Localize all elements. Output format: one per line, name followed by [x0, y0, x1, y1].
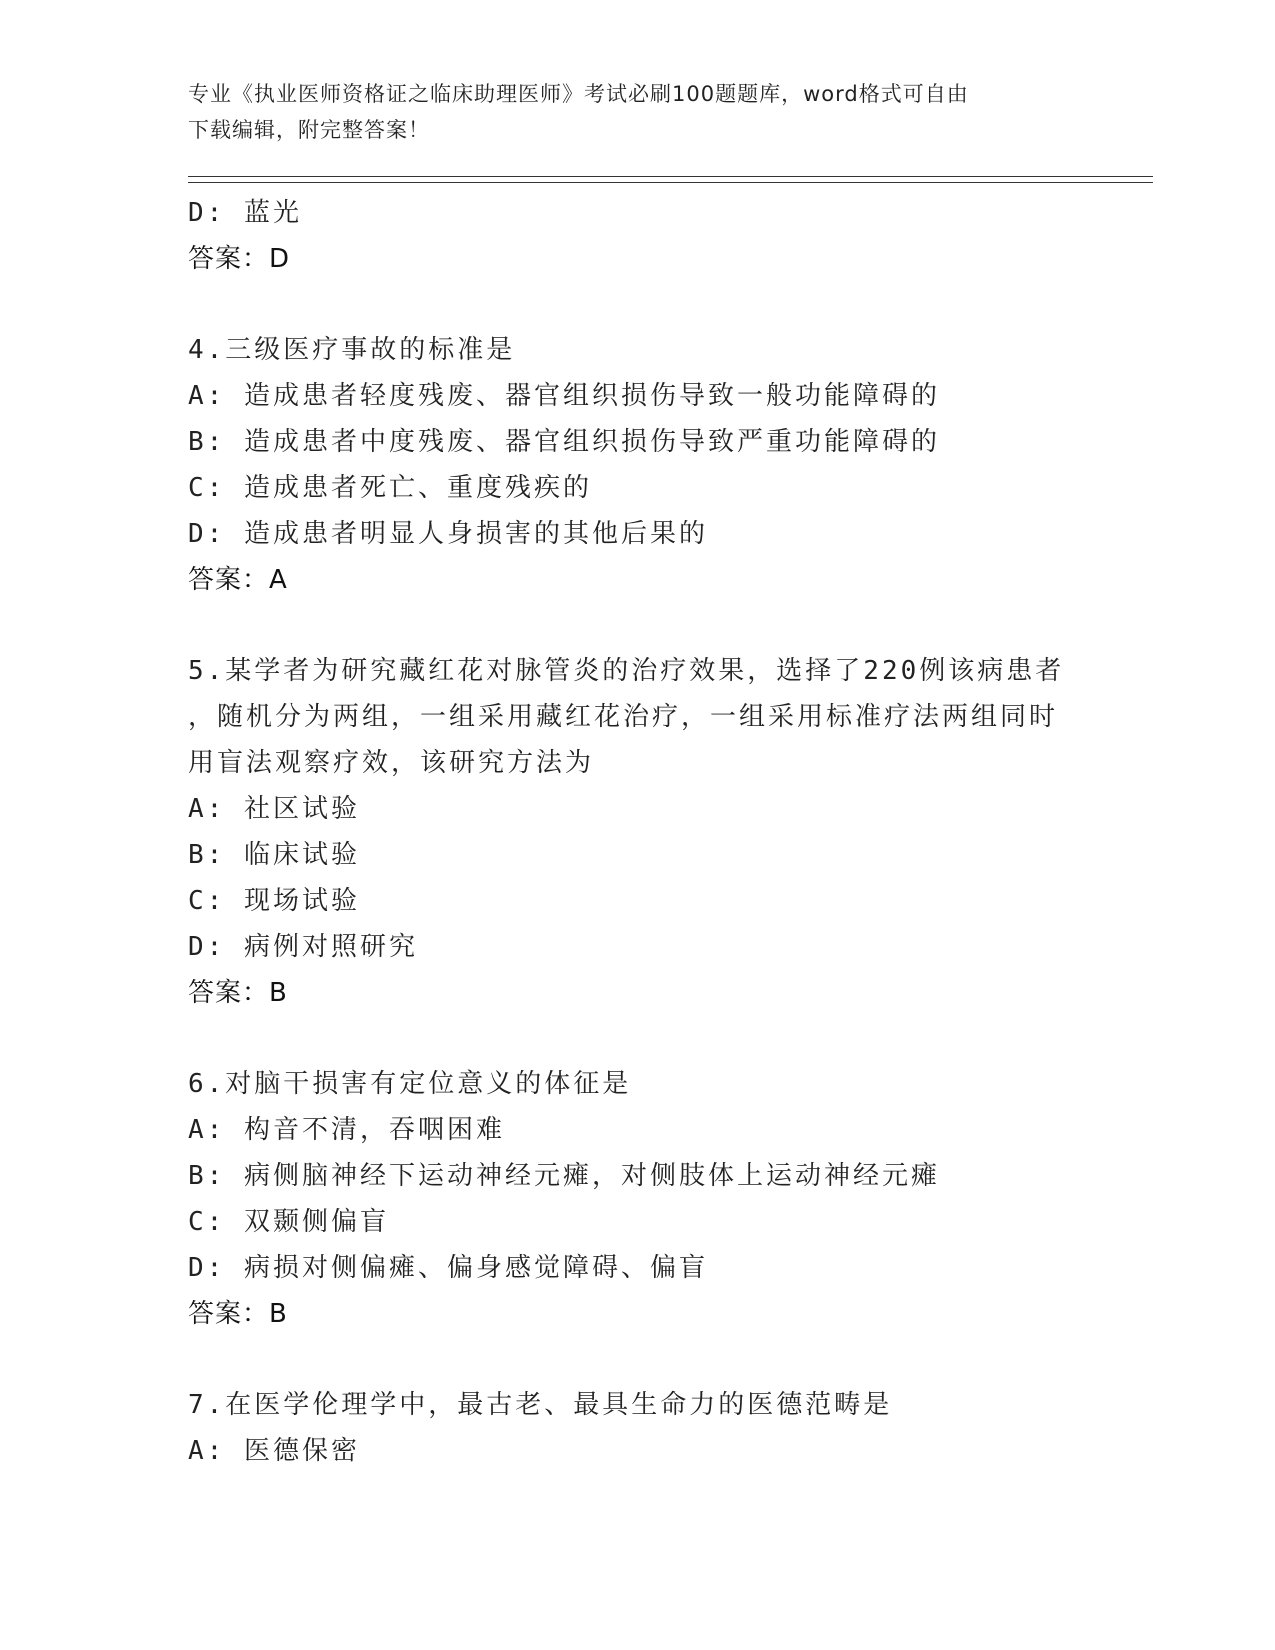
- answer-line: 答案：A: [188, 565, 288, 595]
- header-divider: [188, 176, 1153, 183]
- option-b: B: 病侧脑神经下运动神经元瘫，对侧肢体上运动神经元瘫: [188, 1161, 940, 1191]
- option-c: C: 双颞侧偏盲: [188, 1207, 389, 1237]
- option-b: B: 临床试验: [188, 840, 360, 870]
- previous-question-tail: [188, 190, 1088, 282]
- question-stem-continued: 用盲法观察疗效，该研究方法为: [188, 748, 595, 778]
- question-content: [188, 190, 1088, 1474]
- header-line-2: 下载编辑，附完整答案！: [188, 118, 430, 142]
- answer-line: 答案：B: [188, 978, 288, 1008]
- answer-line: 答案：D: [188, 244, 291, 274]
- question-stem-continued: ，随机分为两组，一组采用藏红花治疗，一组采用标准疗法两组同时: [188, 702, 1059, 732]
- option-a: A: 构音不清，吞咽困难: [188, 1115, 505, 1145]
- question-stem: 4.三级医疗事故的标准是: [188, 335, 516, 365]
- question-stem: 7.在医学伦理学中，最古老、最具生命力的医德范畴是: [188, 1390, 893, 1420]
- answer-line: 答案：B: [188, 1299, 288, 1329]
- question-5: [188, 648, 1088, 1016]
- option-d: D: 蓝光: [188, 198, 302, 228]
- option-b: B: 造成患者中度残废、器官组织损伤导致严重功能障碍的: [188, 427, 940, 457]
- page-header: [188, 76, 1088, 148]
- spacer: [188, 603, 1088, 648]
- option-a: A: 社区试验: [188, 794, 360, 824]
- option-a: A: 医德保密: [188, 1436, 360, 1466]
- option-a: A: 造成患者轻度残废、器官组织损伤导致一般功能障碍的: [188, 381, 940, 411]
- question-stem: 5.某学者为研究藏红花对脉管炎的治疗效果，选择了220例该病患者: [188, 656, 1065, 686]
- question-stem: 6.对脑干损害有定位意义的体征是: [188, 1069, 632, 1099]
- question-6: [188, 1061, 1088, 1337]
- header-line-1: 专业《执业医师资格证之临床助理医师》考试必刷100题题库，word格式可自由: [188, 82, 969, 106]
- question-4: [188, 327, 1088, 603]
- option-d: D: 造成患者明显人身损害的其他后果的: [188, 519, 708, 549]
- spacer: [188, 282, 1088, 327]
- question-7: [188, 1382, 1088, 1474]
- spacer: [188, 1016, 1088, 1061]
- option-c: C: 造成患者死亡、重度残疾的: [188, 473, 592, 503]
- option-d: D: 病例对照研究: [188, 932, 418, 962]
- option-d: D: 病损对侧偏瘫、偏身感觉障碍、偏盲: [188, 1253, 708, 1283]
- spacer: [188, 1337, 1088, 1382]
- option-c: C: 现场试验: [188, 886, 360, 916]
